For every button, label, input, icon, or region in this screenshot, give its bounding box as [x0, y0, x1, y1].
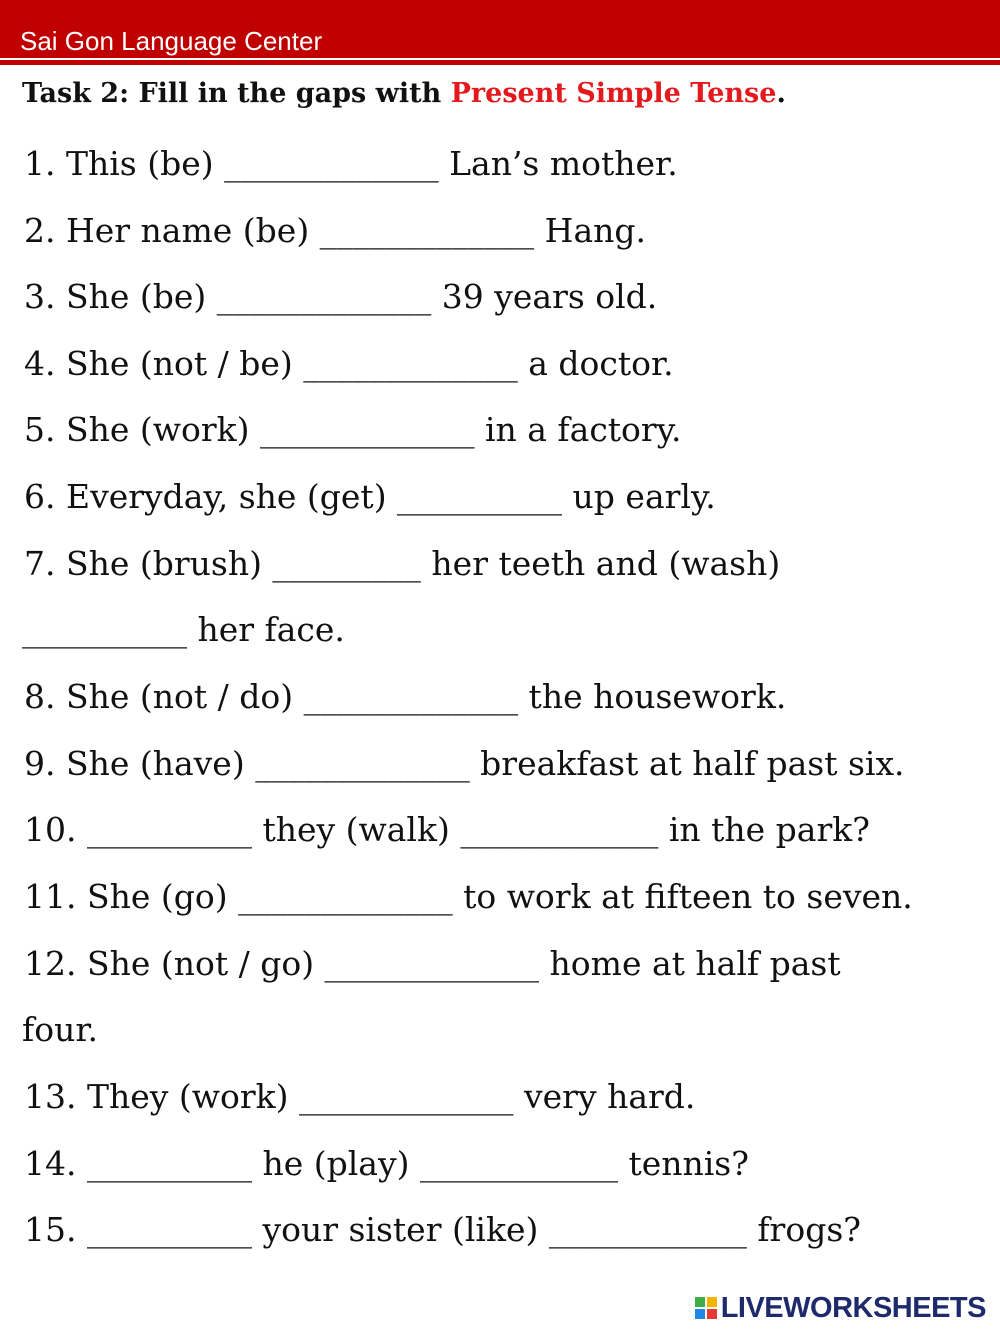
task-heading [22, 76, 786, 112]
exercise-line[interactable]: 8. She (not / do) _____________ the housework. [24, 677, 787, 716]
exercise-line[interactable]: 7. She (brush) _________ her teeth and (wash) [24, 544, 781, 583]
logo-square-green [695, 1297, 705, 1307]
exercise-line[interactable]: 12. She (not / go) _____________ home at half past [24, 944, 841, 983]
task-heading-highlight: Present Simple Tense [450, 78, 777, 109]
liveworksheets-logo-icon [695, 1297, 717, 1319]
logo-square-red [707, 1309, 717, 1319]
exercise-line[interactable]: 10. __________ they (walk) ____________ in the park? [24, 810, 870, 849]
exercise-line[interactable]: 11. She (go) _____________ to work at fifteen to seven. [24, 877, 913, 916]
header-stripe [0, 60, 1000, 65]
task-heading-suffix: . [776, 78, 786, 109]
exercise-line[interactable]: 3. She (be) _____________ 39 years old. [24, 277, 658, 316]
exercise-line[interactable]: 6. Everyday, she (get) __________ up early. [24, 477, 716, 516]
exercise-line[interactable]: 15. __________ your sister (like) ____________ frogs? [24, 1210, 861, 1249]
exercise-line[interactable]: 9. She (have) _____________ breakfast at half past six. [24, 744, 905, 783]
logo-square-yellow [707, 1297, 717, 1307]
task-heading-prefix: Task 2: Fill in the gaps with [22, 78, 451, 109]
exercise-line[interactable]: 1. This (be) _____________ Lan’s mother. [24, 144, 678, 183]
exercise-line[interactable]: 13. They (work) _____________ very hard. [24, 1077, 696, 1116]
header-title: Sai Gon Language Center [20, 26, 323, 56]
exercise-line[interactable]: 4. She (not / be) _____________ a doctor. [24, 344, 674, 383]
logo-square-blue [695, 1309, 705, 1319]
exercise-line[interactable]: 5. She (work) _____________ in a factory. [24, 410, 682, 449]
exercise-line[interactable]: 14. __________ he (play) ____________ tennis? [24, 1144, 749, 1183]
exercise-line-continuation[interactable]: __________ her face. [22, 610, 345, 649]
exercise-line-continuation: four. [22, 1010, 98, 1049]
logo-text: LIVEWORKSHEETS [720, 1291, 986, 1324]
exercise-line[interactable]: 2. Her name (be) _____________ Hang. [24, 211, 646, 250]
liveworksheets-logo [695, 1292, 986, 1324]
